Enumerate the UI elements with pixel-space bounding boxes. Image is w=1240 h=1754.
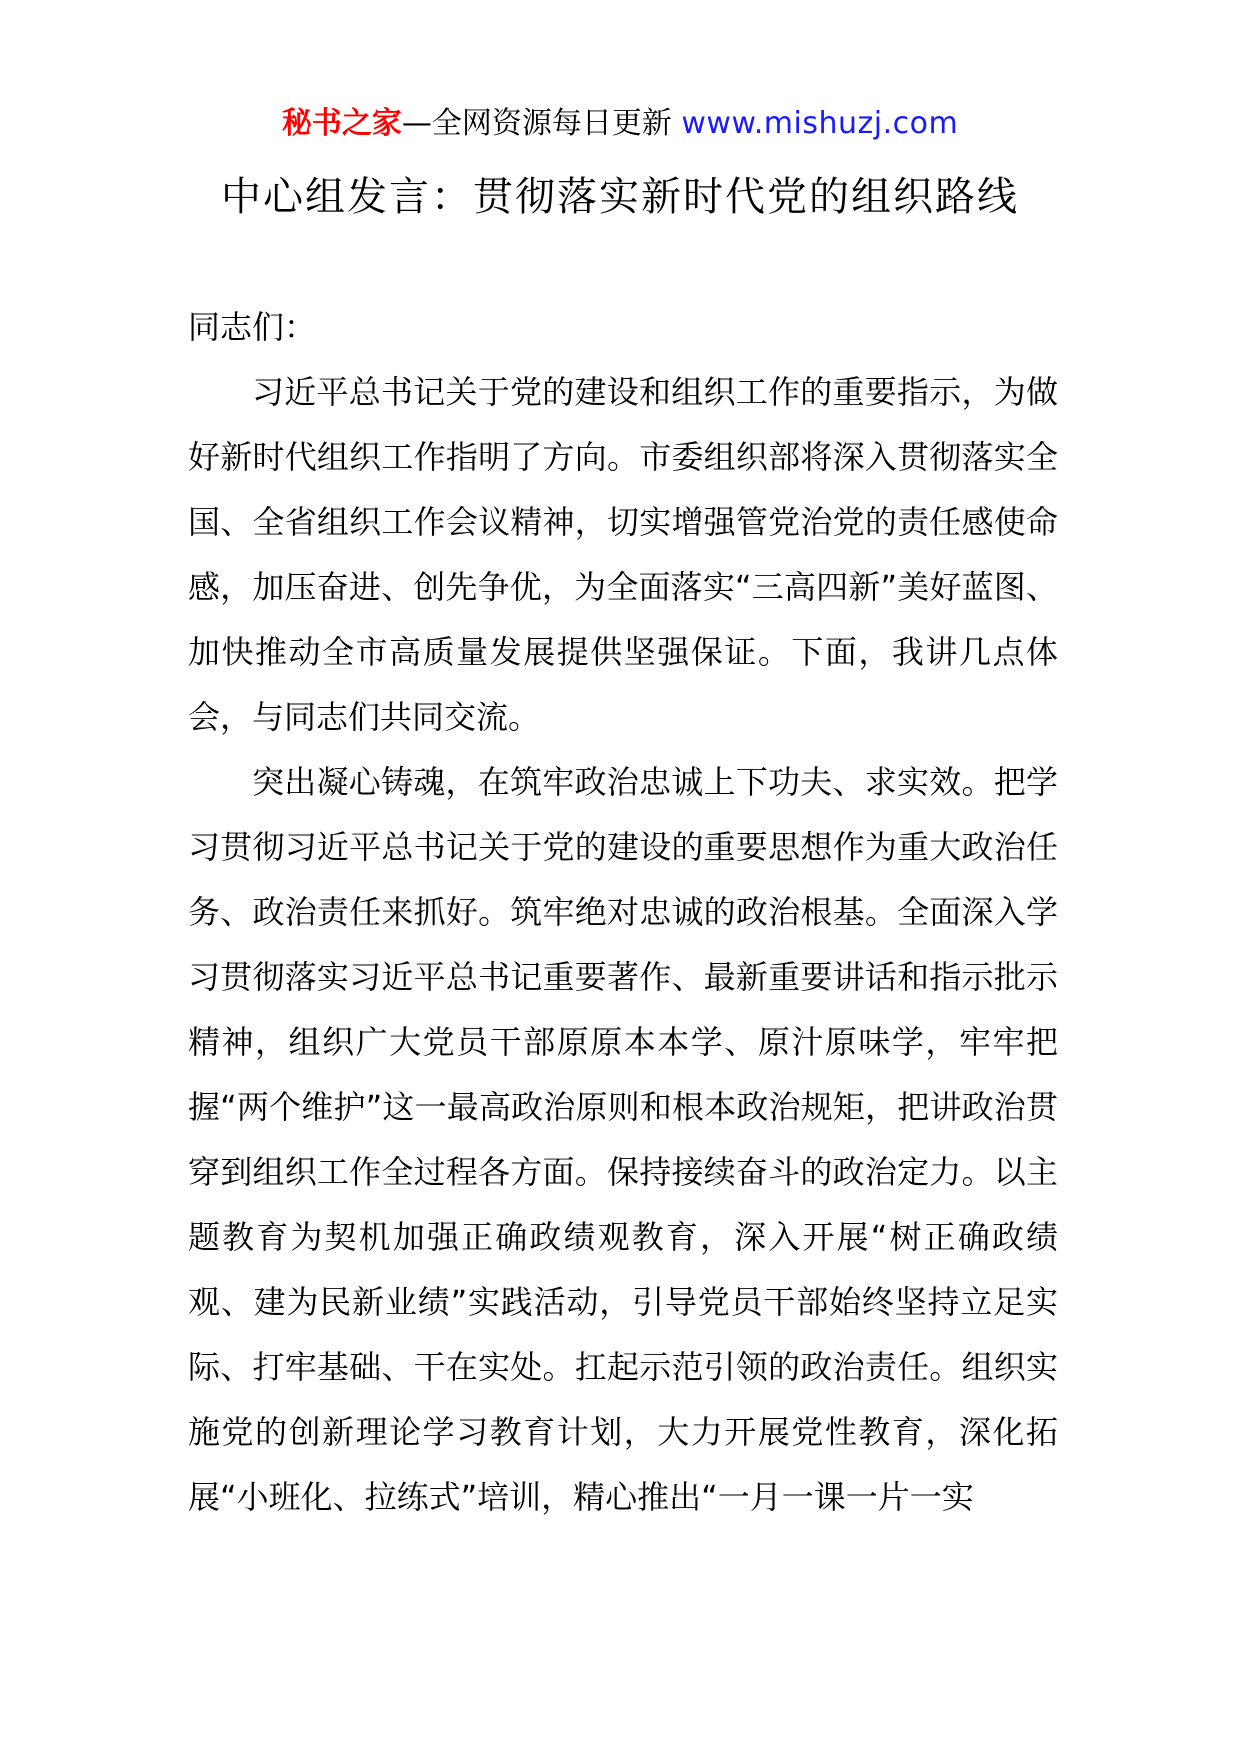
brand-name: 秘书之家 bbox=[281, 106, 402, 141]
document-title: 中心组发言：贯彻落实新时代党的组织路线 bbox=[221, 174, 1019, 220]
document-body bbox=[188, 295, 1058, 1530]
paragraph-intro: 习近平总书记关于党的建设和组织工作的重要指示，为做好新时代组织工作指明了方向。市委组织部将深入贯彻落实全国、全省组织工作会议精神，切实增强管党治党的责任感使命感，加压奋进、创先争优，为全面落实“三高四新”美好蓝图、加快推动全市高质量发展提供坚强保证。下面，我讲几点体会，与同志们共同交流。 bbox=[188, 373, 1058, 736]
paragraph-political-loyalty: 突出凝心铸魂，在筑牢政治忠诚上下功夫、求实效。把学习贯彻习近平总书记关于党的建设的重要思想作为重大政治任务、政治责任来抓好。筑牢绝对忠诚的政治根基。全面深入学习贯彻落实习近平总书记重要著作、最新重要讲话和指示批示精神，组织广大党员干部原原本本学、原汁原味学，牢牢把握“两个维护”这一最高政治原则和根本政治规矩，把讲政治贯穿到组织工作全过程各方面。保持接续奋斗的政治定力。以主题教育为契机加强正确政绩观教育，深入开展“树正确政绩观、建为民新业绩”实践活动，引导党员干部始终坚持立足实际、打牢基础、干在实处。扛起示范引领的政治责任。组织实施党的创新理论学习教育计划，大力开展党性教育，深化拓展“小班化、拉练式”培训，精心推出“一月一课一片一实 bbox=[188, 763, 1058, 1516]
site-header bbox=[0, 102, 1240, 146]
header-tagline: —全网资源每日更新 bbox=[401, 106, 672, 141]
site-url-link[interactable]: www.mishuzj.com bbox=[681, 106, 959, 141]
salutation: 同志们： bbox=[188, 308, 317, 346]
